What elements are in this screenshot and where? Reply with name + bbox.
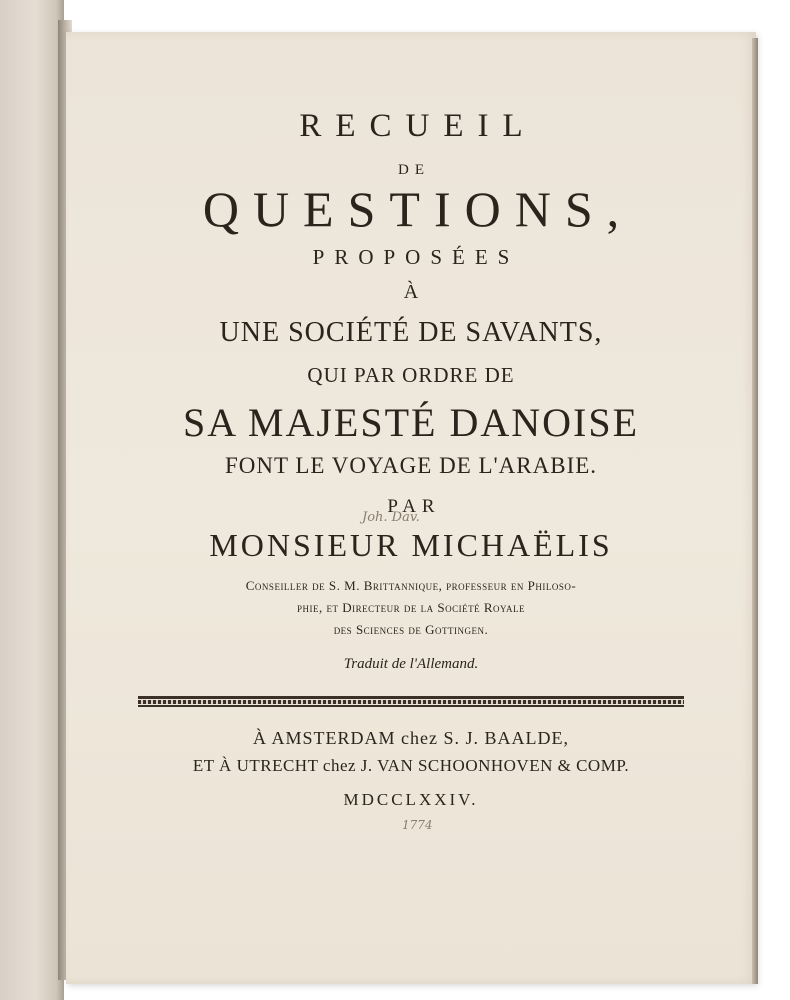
title-line-voyage: FONT LE VOYAGE DE L'ARABIE. — [224, 453, 598, 478]
handwritten-note-author: Joh. Dav. — [362, 510, 420, 525]
title-line-societe: UNE SOCIÉTÉ DE SAVANTS, — [219, 317, 603, 348]
author-credentials-line2: phie, et Directeur de la Société Royale — [296, 600, 525, 615]
imprint-amsterdam: À AMSTERDAM chez S. J. BAALDE, — [253, 728, 569, 748]
author-credentials-line1: Conseiller de S. M. Brittannique, professeur en Philoso- — [245, 578, 577, 593]
ornamental-rule — [138, 696, 684, 708]
publication-date: MDCCLXXIV. — [343, 790, 479, 809]
imprint-utrecht: ET À UTRECHT chez J. VAN SCHOONHOVEN & COMP. — [192, 756, 630, 775]
title-word-a: À — [403, 281, 419, 303]
translation-note: Traduit de l'Allemand. — [343, 656, 479, 672]
facing-page — [0, 0, 64, 1000]
title-word-proposees: PROPOSÉES — [312, 245, 520, 269]
title-word-par: PAR — [387, 496, 441, 517]
title-line-majeste: SA MAJESTÉ DANOISE — [182, 400, 640, 445]
title-word-recueil: RECUEIL — [299, 108, 537, 144]
author-credentials-line3: des Sciences de Gottingen. — [333, 622, 489, 637]
handwritten-note-year: 1774 — [402, 818, 433, 832]
title-word-questions: QUESTIONS, — [202, 181, 634, 237]
page-edge — [752, 38, 758, 984]
title-page — [66, 32, 756, 984]
title-word-de: DE — [398, 162, 430, 178]
author-name: MONSIEUR MICHAËLIS — [209, 527, 613, 563]
title-line-ordre: QUI PAR ORDRE DE — [307, 363, 515, 387]
